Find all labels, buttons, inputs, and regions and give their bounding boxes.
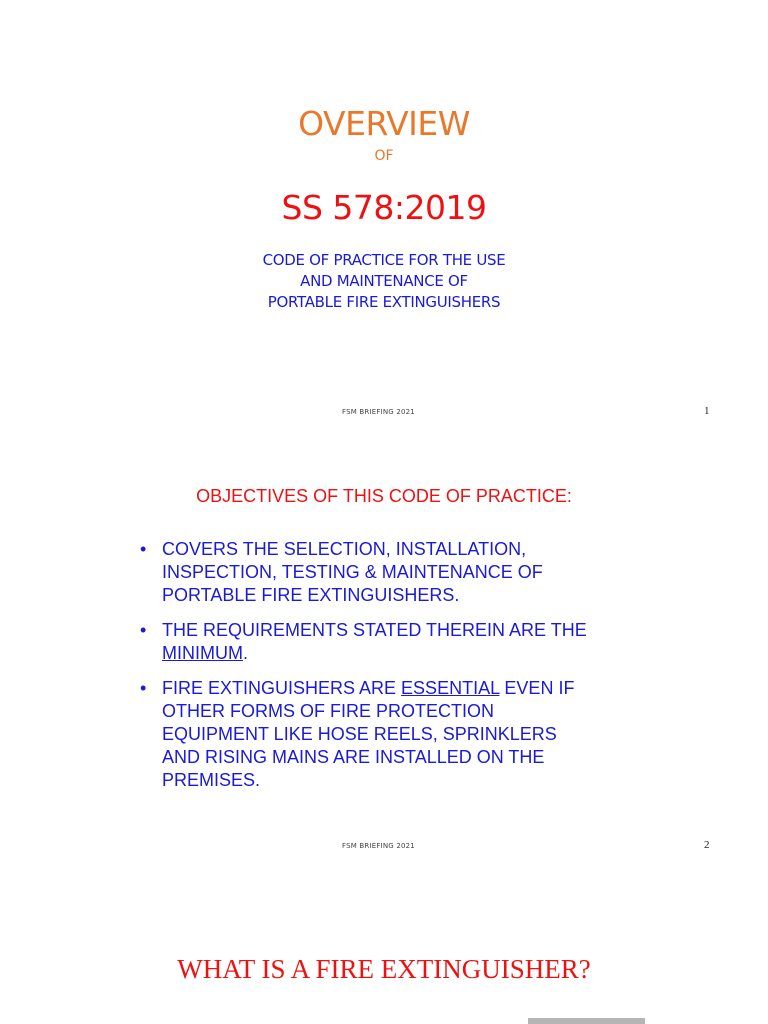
slide-1-standard: SS 578:2019 — [281, 188, 487, 227]
subtitle-line-2: AND MAINTENANCE OF — [300, 272, 468, 290]
list-item — [138, 677, 598, 792]
slide-2-page-number: 2 — [704, 839, 710, 851]
bullet-text-post: . — [242, 643, 248, 663]
slide-1-page-number: 1 — [704, 405, 710, 417]
bullet-underlined-text: MINIMUM — [162, 643, 243, 663]
bullet-text-pre: THE REQUIREMENTS STATED THEREIN ARE THE — [162, 620, 587, 640]
slide-1 — [0, 0, 768, 438]
slide-1-of: OF — [374, 148, 394, 164]
slide-1-title: OVERVIEW — [298, 104, 470, 143]
slide-3-title: WHAT IS A FIRE EXTINGUISHER? — [177, 954, 591, 984]
bullet-text-post: EVEN IF OTHER FORMS OF FIRE PROTECTION EQUIPMENT LIKE HOSE REELS, SPRINKLERS AND RISING MAINS ARE INSTALLED ON THE PREMISES. — [162, 678, 575, 790]
bullet-icon: • — [140, 620, 147, 640]
slide-2-footer: FSM BRIEFING 2021 — [342, 842, 415, 850]
slide-1-footer: FSM BRIEFING 2021 — [342, 408, 415, 416]
bullet-underlined-text: ESSENTIAL — [401, 678, 500, 698]
subtitle-line-3: PORTABLE FIRE EXTINGUISHERS — [267, 293, 501, 311]
slide-1-subtitle — [0, 250, 768, 313]
slide-2-heading: OBJECTIVES OF THIS CODE OF PRACTICE: — [196, 486, 572, 506]
bullet-icon: • — [140, 678, 147, 698]
bullet-icon: • — [140, 539, 147, 559]
subtitle-line-1: CODE OF PRACTICE FOR THE USE — [262, 251, 506, 269]
objectives-list — [138, 538, 598, 804]
slide-2 — [0, 438, 768, 870]
bullet-text: COVERS THE SELECTION, INSTALLATION, INSPECTION, TESTING & MAINTENANCE OF PORTABLE FIRE EXTINGUISHERS. — [162, 539, 543, 605]
image-edge — [528, 1018, 645, 1024]
list-item — [138, 538, 598, 607]
bullet-text-pre: FIRE EXTINGUISHERS ARE — [162, 678, 402, 698]
slide-3 — [0, 870, 768, 1024]
list-item — [138, 619, 598, 665]
